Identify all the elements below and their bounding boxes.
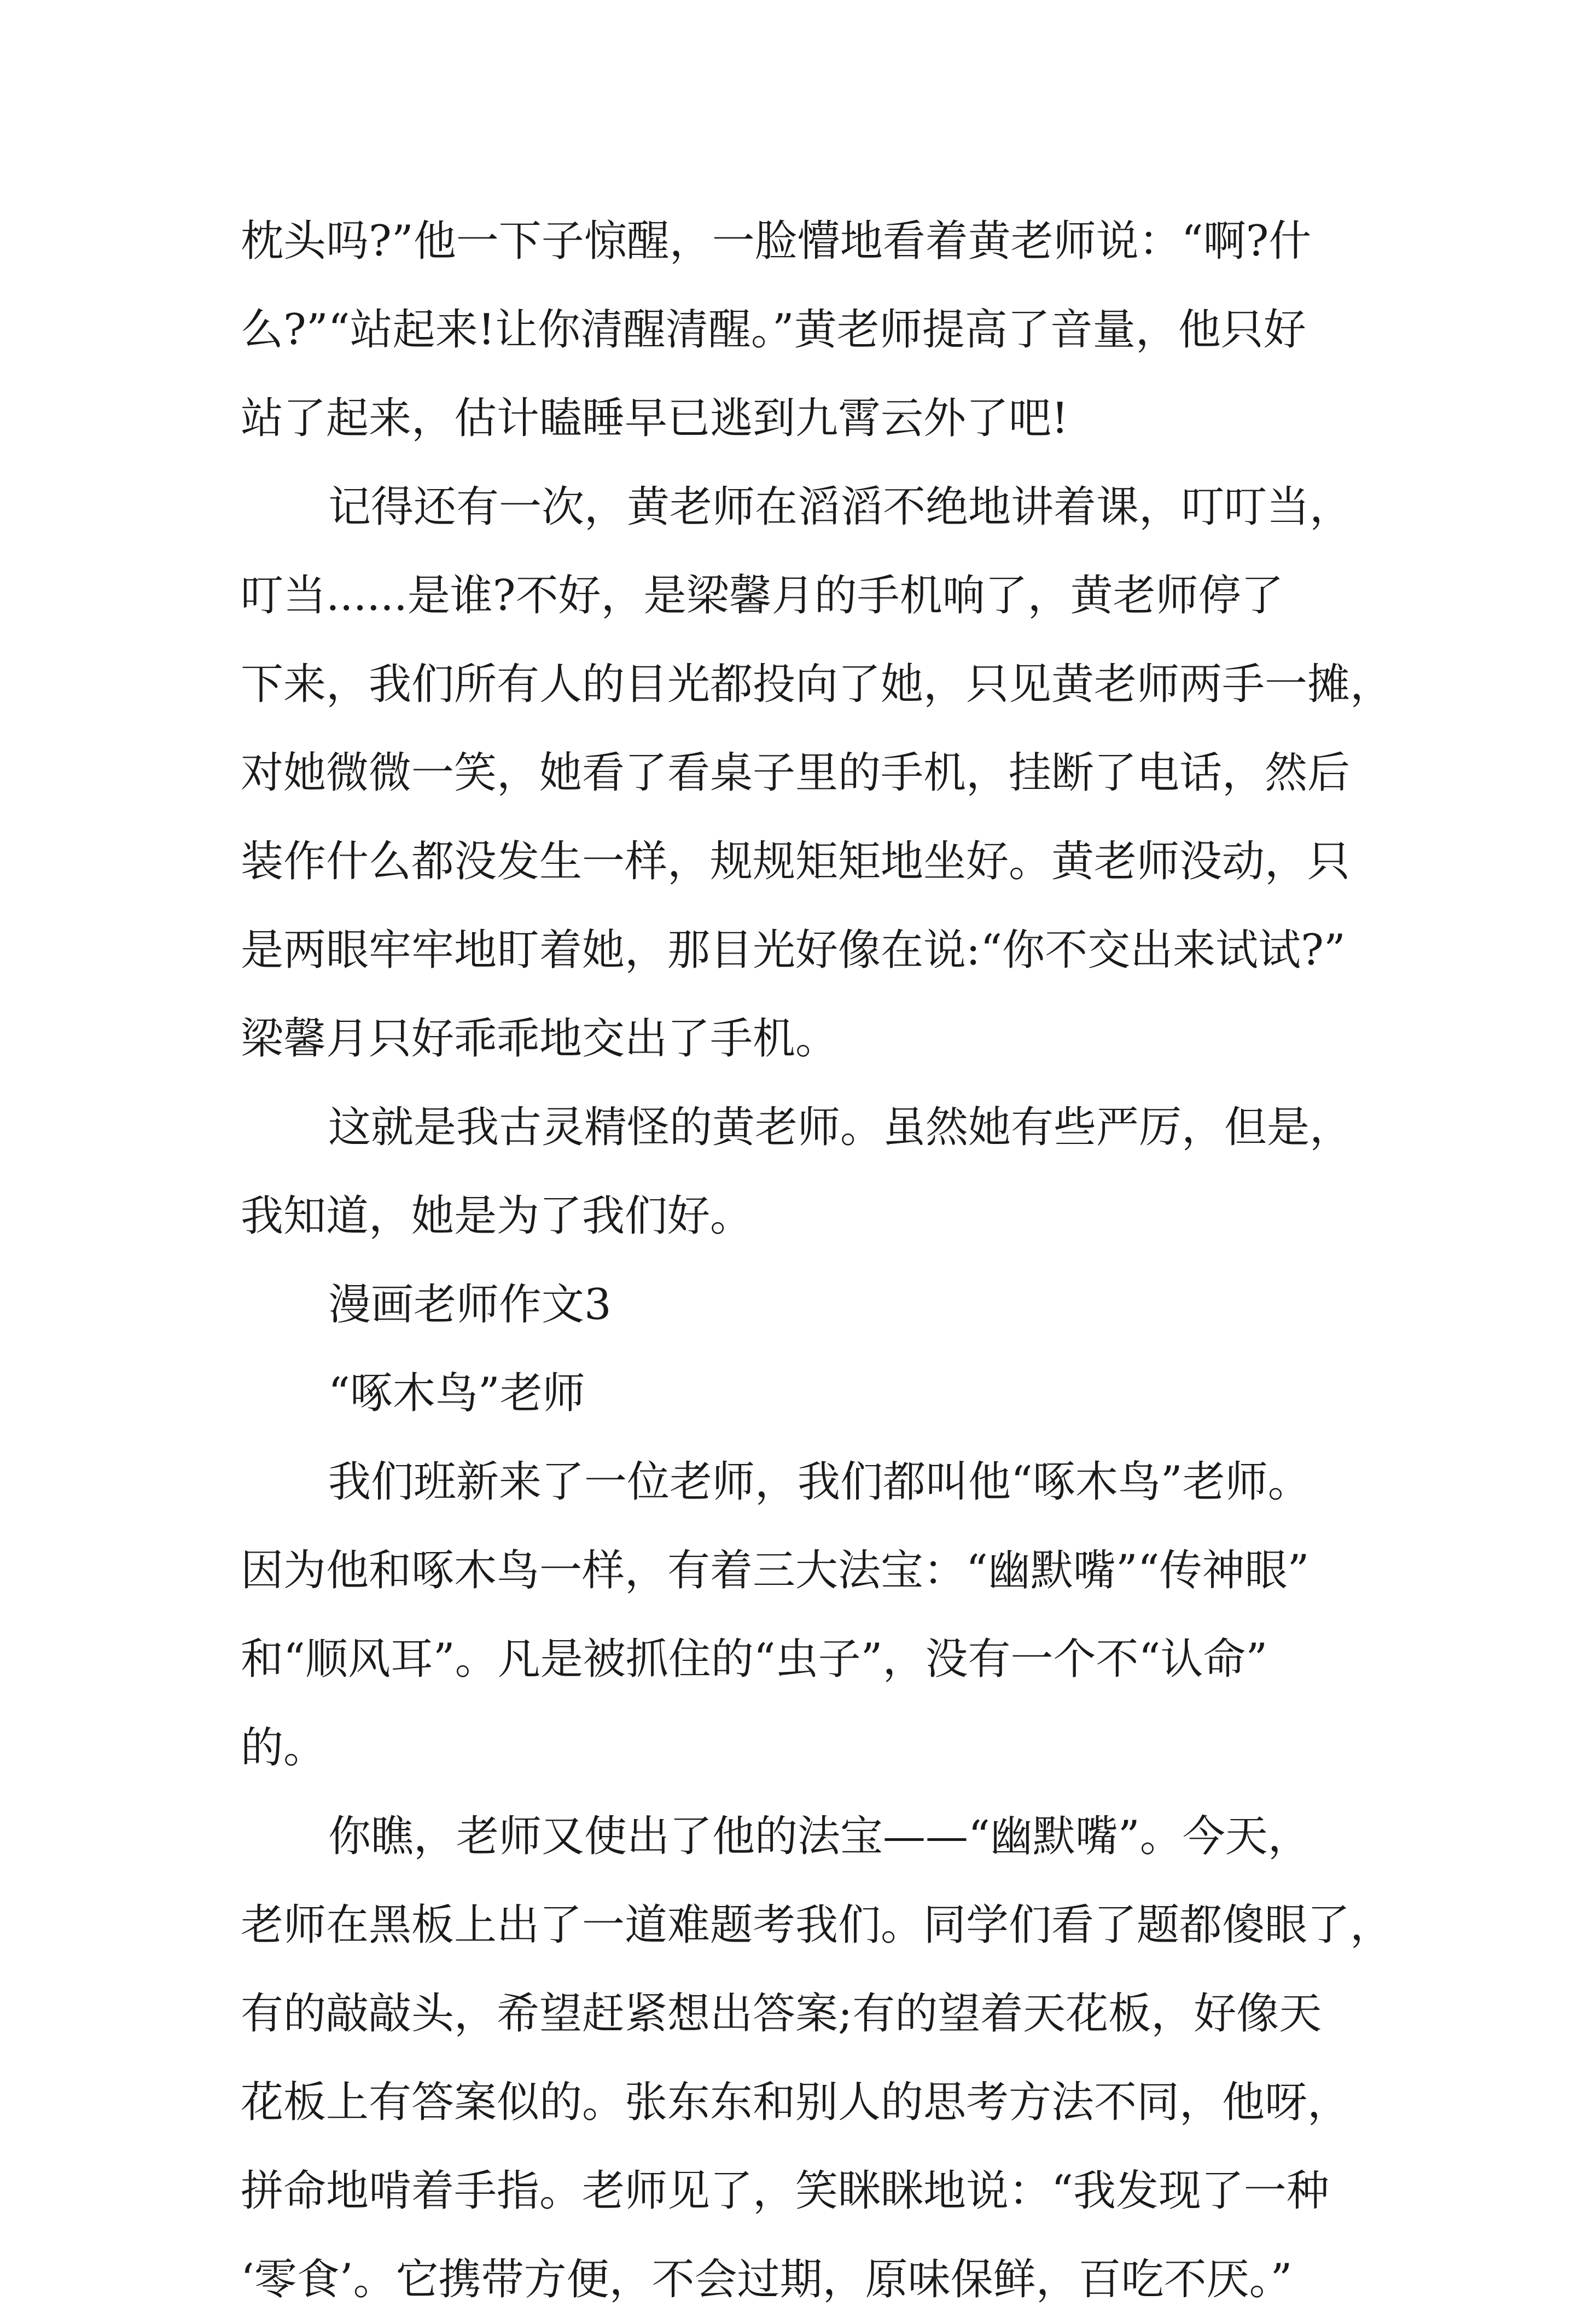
text-line: 站了起来，估计瞌睡早已逃到九霄云外了吧! (241, 394, 1069, 443)
text-line: 我知道，她是为了我们好。 (241, 1192, 753, 1241)
text-line: 叮当......是谁?不好，是梁馨月的手机响了，黄老师停了 (241, 571, 1284, 620)
text-line: 你瞧，老师又使出了他的法宝——“幽默嘴”。今天， (328, 1812, 1311, 1861)
text-line: 老师在黑板上出了一道难题考我们。同学们看了题都傻眼了， (241, 1901, 1393, 1950)
text-line: 是两眼牢牢地盯着她，那目光好像在说:“你不交出来试试?” (241, 926, 1346, 975)
text-line: 的。 (241, 1723, 327, 1773)
text-line: 梁馨月只好乖乖地交出了手机。 (241, 1014, 839, 1064)
text-line: 装作什么都没发生一样，规规矩矩地坐好。黄老师没动，只 (241, 837, 1351, 886)
text-line: 有的敲敲头，希望赶紧想出答案;有的望着天花板，好像天 (241, 1989, 1322, 2038)
essay-title: “啄木鸟”老师 (328, 1369, 585, 1418)
body-text (241, 197, 1393, 2324)
text-line: 和“顺风耳”。凡是被抓住的“虫子”，没有一个不“认命” (241, 1635, 1268, 1684)
section-heading: 漫画老师作文3 (328, 1280, 612, 1329)
text-line: 我们班新来了一位老师，我们都叫他“啄木鸟”老师。 (328, 1457, 1311, 1507)
text-line: 对她微微一笑，她看了看桌子里的手机，挂断了电话，然后 (241, 748, 1351, 798)
text-line: 因为他和啄木鸟一样，有着三大法宝：“幽默嘴”“传神眼” (241, 1546, 1310, 1595)
text-line: 枕头吗?”他一下子惊醒，一脸懵地看着黄老师说：“啊?什 (241, 217, 1312, 266)
text-line: 这就是我古灵精怪的黄老师。虽然她有些严厉，但是， (328, 1103, 1353, 1152)
text-line: ‘零食’。它携带方便，不会过期，原味保鲜，百吃不厌。” (241, 2255, 1293, 2304)
text-line: 记得还有一次，黄老师在滔滔不绝地讲着课，叮叮当， (328, 483, 1353, 532)
text-line: 花板上有答案似的。张东东和别人的思考方法不同，他呀， (241, 2078, 1351, 2127)
text-line: 么?”“站起来!让你清醒清醒。”黄老师提高了音量，他只好 (241, 305, 1306, 355)
text-line: 拼命地啃着手指。老师见了，笑眯眯地说：“我发现了一种 (241, 2166, 1329, 2216)
text-line: 下来，我们所有人的目光都投向了她，只见黄老师两手一摊， (241, 660, 1393, 709)
